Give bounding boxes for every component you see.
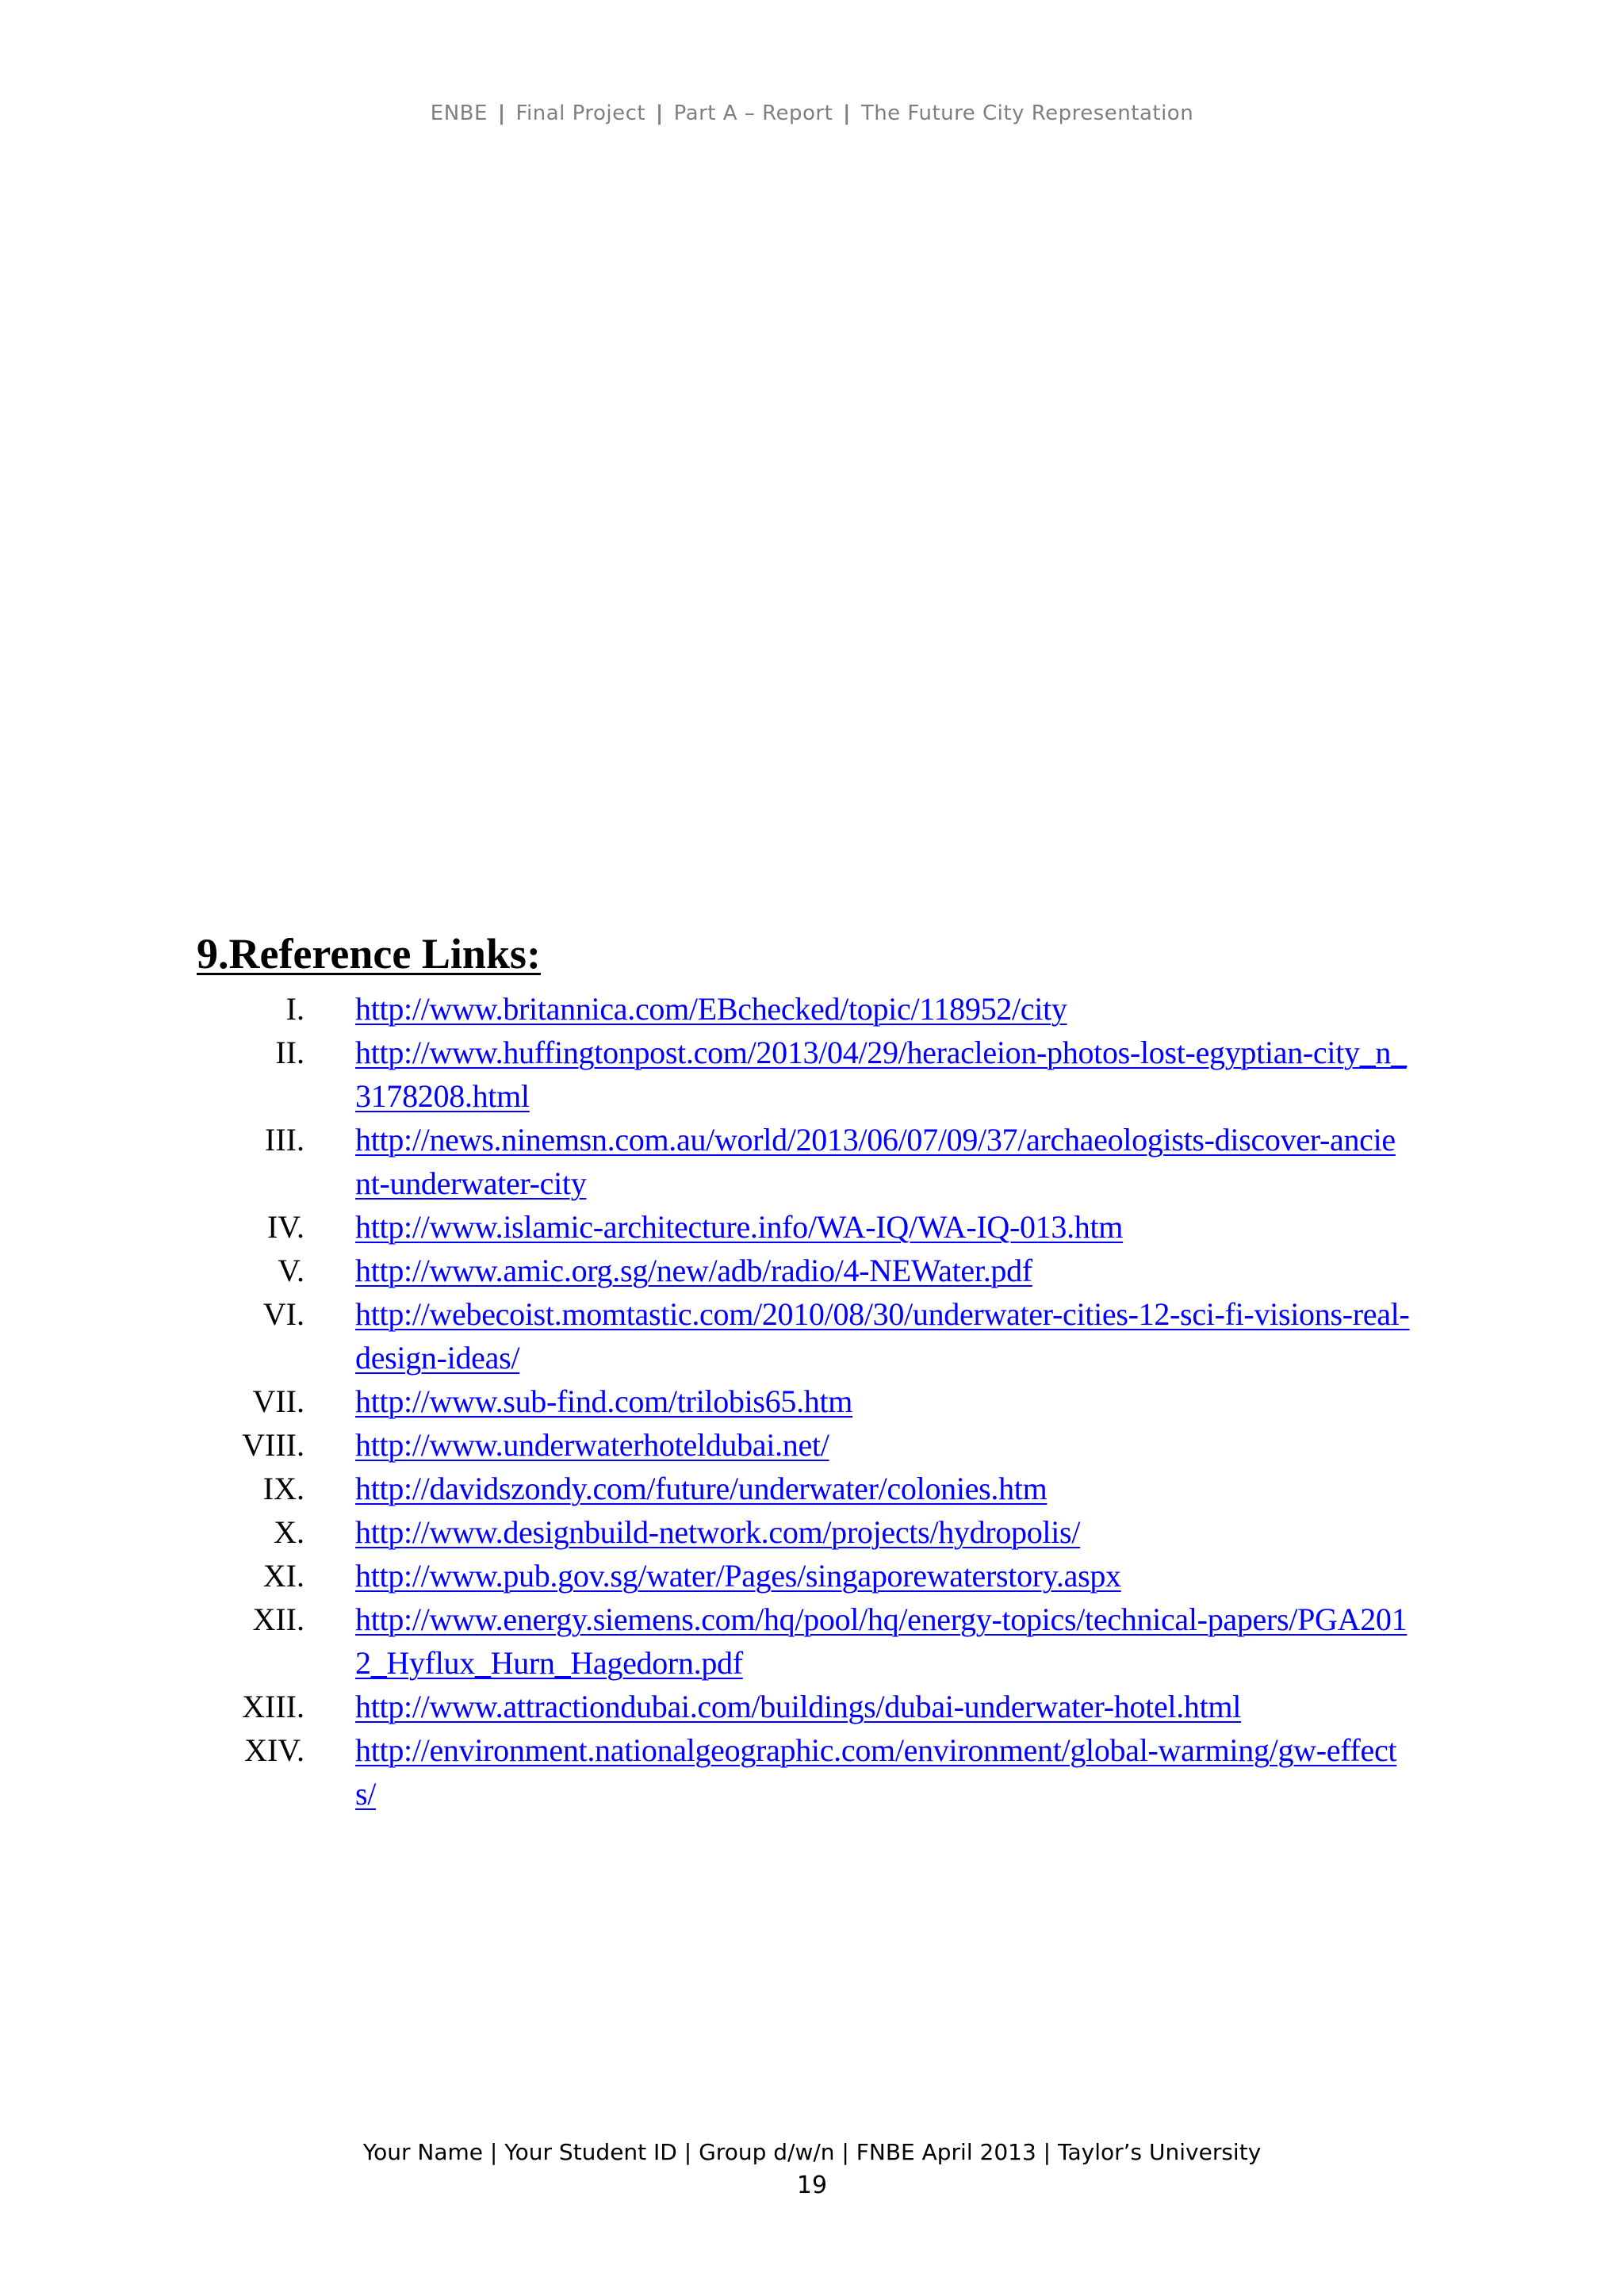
header-part-title: The Future City Representation: [860, 101, 1194, 125]
reference-link[interactable]: http://webecoist.momtastic.com/2010/08/30/underwater-cities-12-sci-fi-visions-real-design-ideas/: [355, 1296, 1410, 1376]
reference-link[interactable]: http://www.energy.siemens.com/hq/pool/hq/energy-topics/technical-papers/PGA2012_Hyflux_Hurn_Hagedorn.pdf: [355, 1601, 1408, 1681]
reference-number: V.: [278, 1253, 304, 1288]
reference-link[interactable]: http://www.britannica.com/EBchecked/topic/118952/city: [355, 991, 1067, 1027]
page-number: 19: [796, 2172, 828, 2199]
header-part-project: Final Project: [515, 101, 646, 125]
page-header: [0, 101, 1624, 125]
list-item: [197, 1467, 1434, 1510]
list-item: [197, 1205, 1434, 1249]
list-item: [197, 1380, 1434, 1423]
list-item: [197, 1292, 1434, 1380]
reference-link[interactable]: http://www.huffingtonpost.com/2013/04/29/heracleion-photos-lost-egyptian-city_n_3178208.html: [355, 1035, 1407, 1114]
reference-number: XII.: [252, 1601, 304, 1637]
reference-link[interactable]: http://www.attractiondubai.com/buildings/dubai-underwater-hotel.html: [355, 1689, 1242, 1724]
reference-number: XIII.: [242, 1689, 304, 1724]
list-item: [197, 1598, 1434, 1685]
header-separator: |: [497, 101, 506, 125]
list-item: [197, 1118, 1434, 1205]
reference-list: [197, 987, 1434, 1816]
page-footer: [0, 2137, 1624, 2201]
reference-link[interactable]: http://www.designbuild-network.com/projects/hydropolis/: [355, 1514, 1081, 1550]
reference-number: X.: [274, 1514, 304, 1550]
reference-number: III.: [265, 1122, 304, 1158]
reference-link[interactable]: http://www.amic.org.sg/new/adb/radio/4-NEWater.pdf: [355, 1253, 1032, 1288]
reference-number: II.: [275, 1035, 304, 1070]
header-part-course: ENBE: [430, 101, 488, 125]
reference-number: VI.: [262, 1296, 304, 1332]
reference-link[interactable]: http://www.pub.gov.sg/water/Pages/singaporewaterstory.aspx: [355, 1558, 1121, 1594]
reference-number: XIV.: [244, 1732, 304, 1768]
header-separator: |: [655, 101, 664, 125]
list-item: [197, 987, 1434, 1031]
list-item: [197, 1510, 1434, 1554]
reference-number: I.: [285, 991, 304, 1027]
reference-link[interactable]: http://environment.nationalgeographic.com/environment/global-warming/gw-effects/: [355, 1732, 1397, 1812]
list-item: [197, 1423, 1434, 1467]
reference-link[interactable]: http://www.islamic-architecture.info/WA-IQ/WA-IQ-013.htm: [355, 1209, 1124, 1245]
header-part-report: Part A – Report: [673, 101, 833, 125]
section-heading: 9.Reference Links:: [197, 930, 541, 978]
reference-number: IX.: [262, 1471, 304, 1506]
list-item: [197, 1728, 1434, 1816]
list-item: [197, 1249, 1434, 1292]
reference-number: VII.: [252, 1383, 304, 1419]
reference-number: XI.: [262, 1558, 304, 1594]
list-item: [197, 1685, 1434, 1728]
list-item: [197, 1031, 1434, 1118]
reference-link[interactable]: http://www.sub-find.com/trilobis65.htm: [355, 1383, 853, 1419]
footer-text: Your Name | Your Student ID | Group d/w/n | FNBE April 2013 | Taylor’s University: [362, 2139, 1262, 2165]
reference-link[interactable]: http://davidszondy.com/future/underwater/colonies.htm: [355, 1471, 1048, 1506]
reference-number: VIII.: [242, 1427, 304, 1463]
list-item: [197, 1554, 1434, 1598]
reference-number: IV.: [266, 1209, 304, 1245]
header-separator: |: [843, 101, 852, 125]
reference-link[interactable]: http://www.underwaterhoteldubai.net/: [355, 1427, 829, 1463]
reference-link[interactable]: http://news.ninemsn.com.au/world/2013/06/07/09/37/archaeologists-discover-ancient-underwater-city: [355, 1122, 1396, 1201]
